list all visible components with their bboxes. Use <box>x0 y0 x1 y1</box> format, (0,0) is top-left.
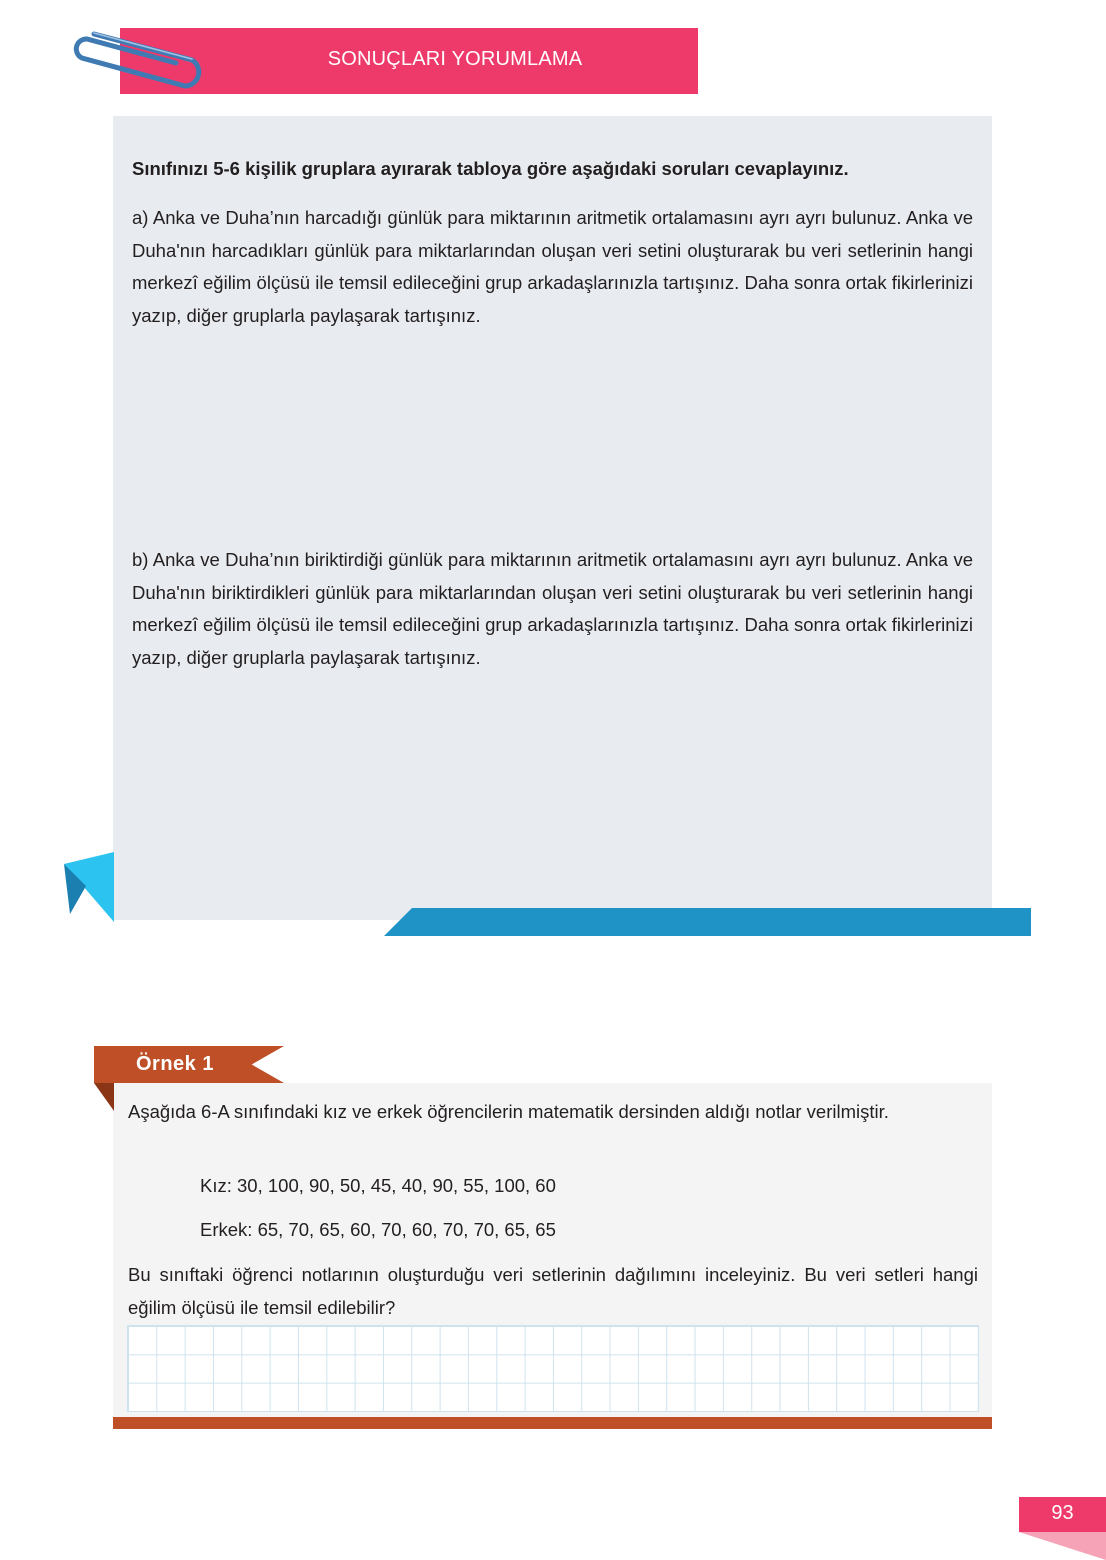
example-intro: Aşağıda 6-A sınıfındaki kız ve erkek öğrencilerin matematik dersinden aldığı notlar verilmiştir. <box>128 1101 889 1122</box>
boys-scores: Erkek: 65, 70, 65, 60, 70, 60, 70, 70, 65, 65 <box>200 1219 556 1240</box>
example-bottom-bar <box>113 1417 992 1429</box>
example-tab-fold <box>94 1083 114 1111</box>
corner-tab-icon <box>64 852 114 922</box>
activity-bottom-bar <box>384 908 1031 936</box>
header-title: SONUÇLARI YORUMLAMA <box>327 48 583 70</box>
example-label: Örnek 1 <box>136 1053 214 1075</box>
question-a: a) Anka ve Duha’nın harcadığı günlük para miktarının aritmetik ortalamasını ayrı ayrı bulunuz. Anka ve Duha'nın harcadıkları günlük para miktarlarından oluşan veri setini oluşturarak bu veri setlerinin hangi merkezî eğilim ölçüsü ile temsil edileceğini grup arkadaşlarınızla tartışınız. Daha sonra ortak fikirlerinizi yazıp, diğer gruplarla paylaşarak tartışınız. <box>132 207 973 326</box>
answer-grid[interactable] <box>127 1325 979 1412</box>
paperclip-icon <box>64 22 214 92</box>
activity-instruction: Sınıfınızı 5-6 kişilik gruplara ayırarak tabloya göre aşağıdaki soruları cevaplayınız. <box>132 158 849 179</box>
example-question: Bu sınıftaki öğrenci notlarının oluşturduğu veri setlerinin dağılımını inceleyiniz. Bu veri setleri hangi eğilim ölçüsü ile temsil edilebilir? <box>128 1264 978 1318</box>
girls-scores: Kız: 30, 100, 90, 50, 45, 40, 90, 55, 100, 60 <box>200 1175 556 1196</box>
page-number: 93 <box>1051 1502 1074 1524</box>
page-corner <box>1019 1532 1106 1560</box>
question-b: b) Anka ve Duha’nın biriktirdiği günlük para miktarının aritmetik ortalamasını ayrı ayrı bulunuz. Anka ve Duha'nın biriktirdikleri günlük para miktarlarından oluşan veri setini oluşturarak bu veri setlerinin hangi merkezî eğilim ölçüsü ile temsil edileceğini grup arkadaşlarınızla tartışınız. Daha sonra ortak fikirlerinizi yazıp, diğer gruplarla paylaşarak tartışınız. <box>132 549 973 668</box>
